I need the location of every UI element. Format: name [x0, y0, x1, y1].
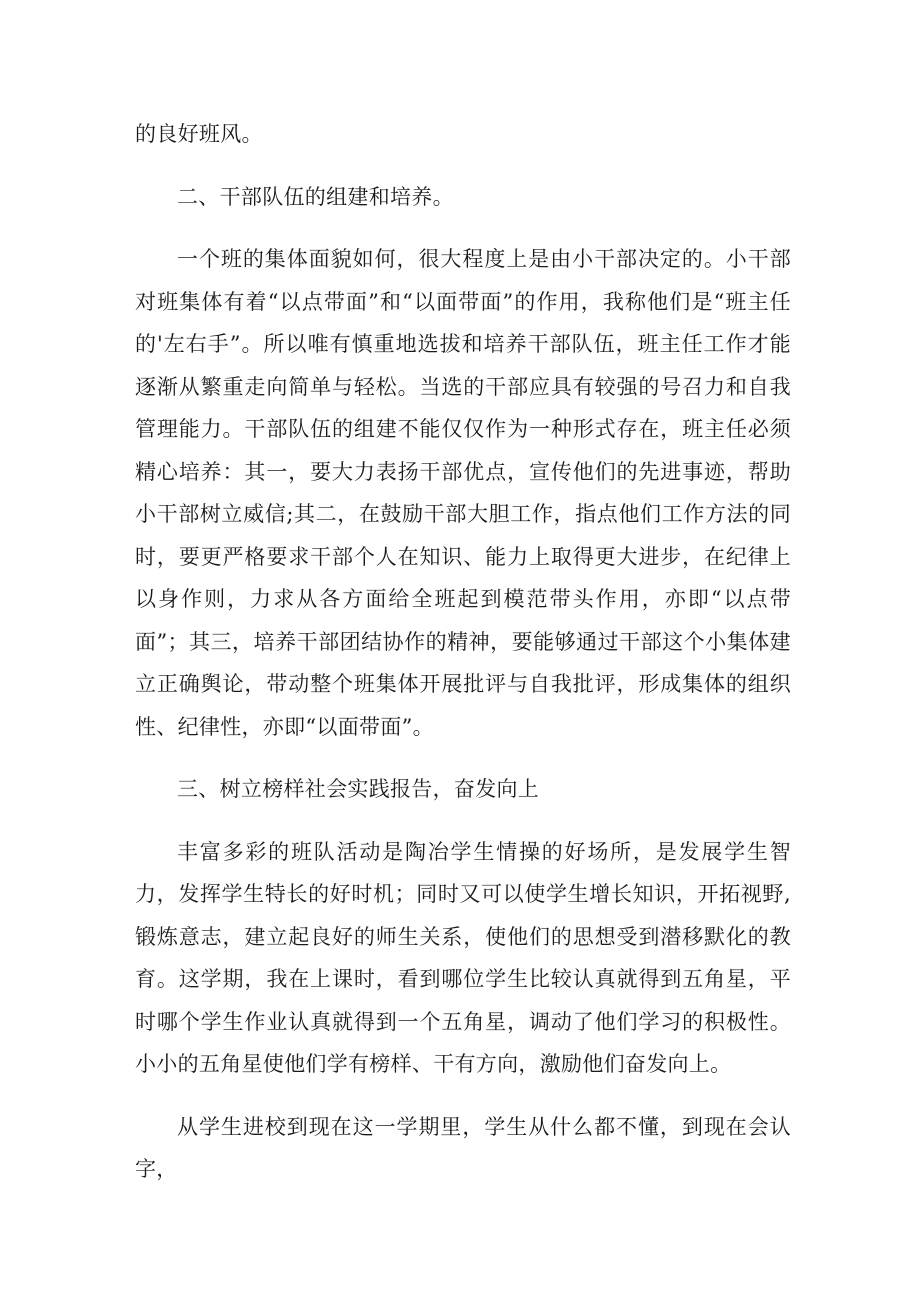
paragraph-class-activities: 丰富多彩的班队活动是陶冶学生情操的好场所，是发展学生智力，发挥学生特长的好时机；同时又可以使学生增长知识，开拓视野,锻炼意志，建立起良好的师生关系，使他们的思想受到潜移默化的教育。这学期，我在上课时，看到哪位学生比较认真就得到五角星，平时哪个学生作业认真就得到一个五角星，调动了他们学习的积极性。小小的五角星使他们学有榜样、干有方向，激励他们奋发向上。 [135, 839, 791, 1076]
section-heading-3: 三、树立榜样社会实践报告，奋发向上 [177, 777, 540, 801]
paragraph-continuation: 的良好班风。 [135, 122, 263, 146]
document-page [135, 113, 791, 1211]
paragraph-student-progress: 从学生进校到现在这一学期里，学生从什么都不懂，到现在会认字， [135, 1114, 791, 1181]
section-heading-2: 二、干部队伍的组建和培养。 [177, 184, 454, 209]
paragraph-cadre-team: 一个班的集体面貌如何，很大程度上是由小干部决定的。小干部对班集体有着“以点带面”和“以面带面”的作用，我称他们是“班主任的'左右手”。所以唯有慎重地选拔和培养干部队伍，班主任工作才能逐渐从繁重走向简单与轻松。当选的干部应具有较强的号召力和自我管理能力。干部队伍的组建不能仅仅作为一种形式存在，班主任必须精心培养：其一，要大力表扬干部优点，宣传他们的先进事迹，帮助小干部树立威信;其二，在鼓励干部大胆工作，指点他们工作方法的同时，要更严格要求干部个人在知识、能力上取得更大进步，在纪律上以身作则，力求从各方面给全班起到模范带头作用，亦即“以点带面”；其三，培养干部团结协作的精神，要能够通过干部这个小集体建立正确舆论，带动整个班集体开展批评与自我批评，形成集体的组织性、纪律性，亦即“以面带面”。 [135, 247, 791, 739]
